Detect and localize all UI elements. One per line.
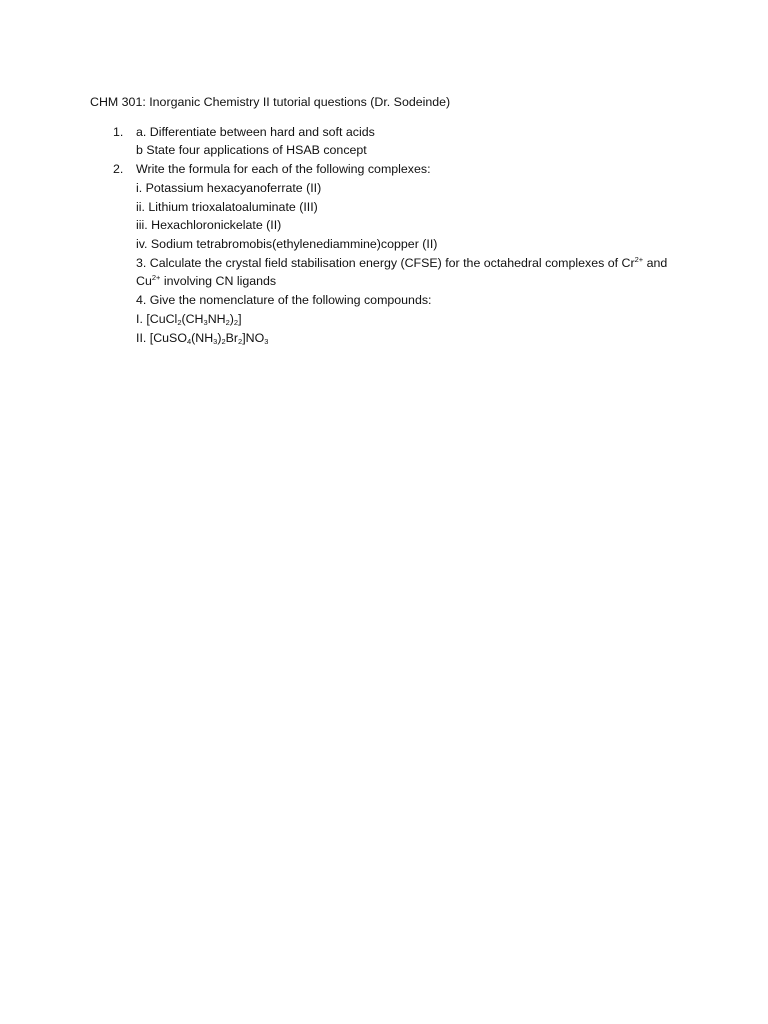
formula-subscript: 3 <box>203 318 208 327</box>
cu-symbol: Cu <box>136 274 152 288</box>
formula-part: ) <box>217 331 222 345</box>
formula-part: ] <box>238 312 242 326</box>
q4-compound-1 <box>136 311 242 327</box>
q1-number: 1. <box>113 125 124 139</box>
formula-subscript: 2 <box>238 337 243 346</box>
formula-part: ) <box>229 312 234 326</box>
q1-part-b: b State four applications of HSAB concept <box>136 143 367 157</box>
document-title: CHM 301: Inorganic Chemistry II tutorial questions (Dr. Sodeinde) <box>90 95 451 109</box>
formula-part: NH <box>207 312 226 326</box>
q4-text: 4. Give the nomenclature of the following compounds: <box>136 293 432 307</box>
formula-subscript: 2 <box>233 318 239 327</box>
formula-subscript: 2 <box>177 318 182 327</box>
formula-part: Br <box>225 331 239 345</box>
q2-item: i. Potassium hexacyanoferrate (II) <box>136 181 322 195</box>
formula-subscript: 2 <box>225 318 230 327</box>
formula-subscript: 4 <box>186 337 192 346</box>
q4-compound-2 <box>136 330 268 346</box>
formula-part: (NH <box>191 331 214 345</box>
q2-item: iii. Hexachloronickelate (II) <box>136 218 282 232</box>
formula-part: ]NO <box>242 331 265 345</box>
q3-text: 3. Calculate the crystal field stabilisation energy (CFSE) for the octahedral complexes of Cr <box>136 256 635 270</box>
cu-charge: 2+ <box>151 273 161 282</box>
q1-part-a: a. Differentiate between hard and soft acids <box>136 125 375 139</box>
cr-charge: 2+ <box>634 255 644 264</box>
q2-number: 2. <box>113 162 124 176</box>
q2-item: iv. Sodium tetrabromobis(ethylenediammine)copper (II) <box>136 237 438 251</box>
formula-subscript: 3 <box>264 337 269 346</box>
q3-and: and <box>643 256 668 270</box>
q2-text: Write the formula for each of the following complexes: <box>136 162 431 176</box>
formula-part: (CH <box>181 312 204 326</box>
formula-subscript: 3 <box>213 337 218 346</box>
formula-part: I. [CuCl <box>136 312 178 326</box>
q3-line-1 <box>136 255 667 271</box>
q2-item: ii. Lithium trioxalatoaluminate (III) <box>136 200 318 214</box>
formula-subscript: 2 <box>221 337 226 346</box>
formula-part: II. [CuSO <box>136 331 187 345</box>
q3-line-2 <box>136 273 276 289</box>
q3-ligands-text: involving CN ligands <box>160 274 277 288</box>
